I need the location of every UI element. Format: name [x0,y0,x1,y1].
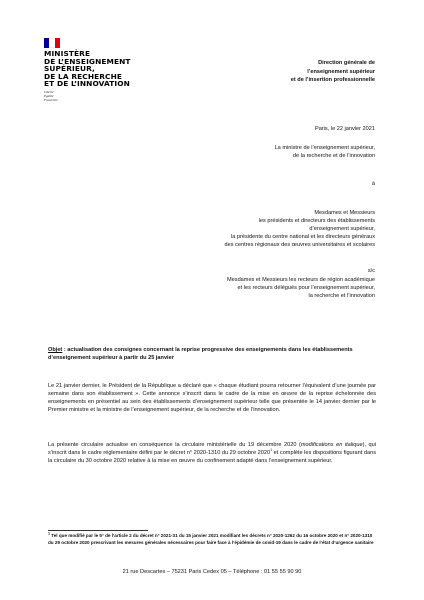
footnote-ref[interactable]: 1 [270,448,273,453]
recipients: Mesdames et Messieurs les présidents et directeurs des établissements d’enseignement supérieur, la présidente du centre national et les directeurs généraux des centres régionaux des œuvres universitaires et scolaires [224,210,375,249]
footnote: $^1$ Tel que modifié par le 5° de l’article 2 du décret n° 2021-31 du 15 janvier 2021 modifiant les décrets n° 2020-1262 du 16 octobre 2020 et n° 2020-1310 du 29 octobre 2020 prescrivant les mesures générales nécessaires pour faire face à l’épidémie de covid-19 dans le cadre de l’état d’urgence sanitaire [48,531,374,545]
letter-date: Paris, le 22 janvier 2021 [314,126,375,132]
recipients-secondary: Mesdames et Messieurs les recteurs de région académique et les recteurs délégués pour l’enseignement supérieur, la recherche et l’innovation [227,277,375,300]
sender-department: Direction générale de l’enseignement supérieur et de l’insertion professionnelle [290,60,375,83]
to-marker: à [371,181,375,187]
sous-couvert: s/c [367,268,375,274]
footer-address: 21 rue Descartes – 75231 Paris Cedex 05 – Téléphone : 01 55 55 90 90 [122,569,302,575]
body-paragraph-1: Le 21 janvier dernier, le Président de la République a déclaré que « chaque étudiant pourra retourner l’équivalent d’une journée par semaine dans son établissement ». Cette annonce s’inscrit dans le cadre de la mise en œuvre de la reprise échelonnée des enseignements en présentiel au sein des établissements d’enseignement supérieur telle que présentée le 14 janvier dernier par le Premier ministre et la ministre de l’enseignement supérieur, de la recherche et de l’innovation. [48,383,376,414]
footnote-divider [48,530,148,531]
body-paragraph-2: La présente circulaire actualise en conséquence la circulaire ministérielle du 19 décembre 2020 (modifications en italique), qui s’inscrit dans le cadre réglementaire défini par le décret n° 2020-1310 du 29 octobre 2020$^1$ et complète les dispositions figurant dans la circulaire du 30 octobre 2020 relative à la mise en œuvre du confinement adapté dans l’enseignement supérieur. [48,442,377,465]
ministry-logo [44,38,164,102]
letter-author: La ministre de l’enseignement supérieur, de la recherche et de l’innovation [274,145,375,160]
ministry-name: MINISTÈRE DE L’ENSEIGNEMENT SUPÉRIEUR, DE LA RECHERCHE ET DE L’INNOVATION [44,49,131,89]
french-flag-icon [44,38,60,48]
subject-text: : actualisation des consignes concernant la reprise progressive des enseignements dans les établissements d’enseignement supérieur à partir du 25 janvier [48,347,353,361]
subject-label: Objet [48,347,63,353]
subject-line [48,346,376,362]
republic-motto: Liberté Égalité Fraternité [44,89,58,102]
